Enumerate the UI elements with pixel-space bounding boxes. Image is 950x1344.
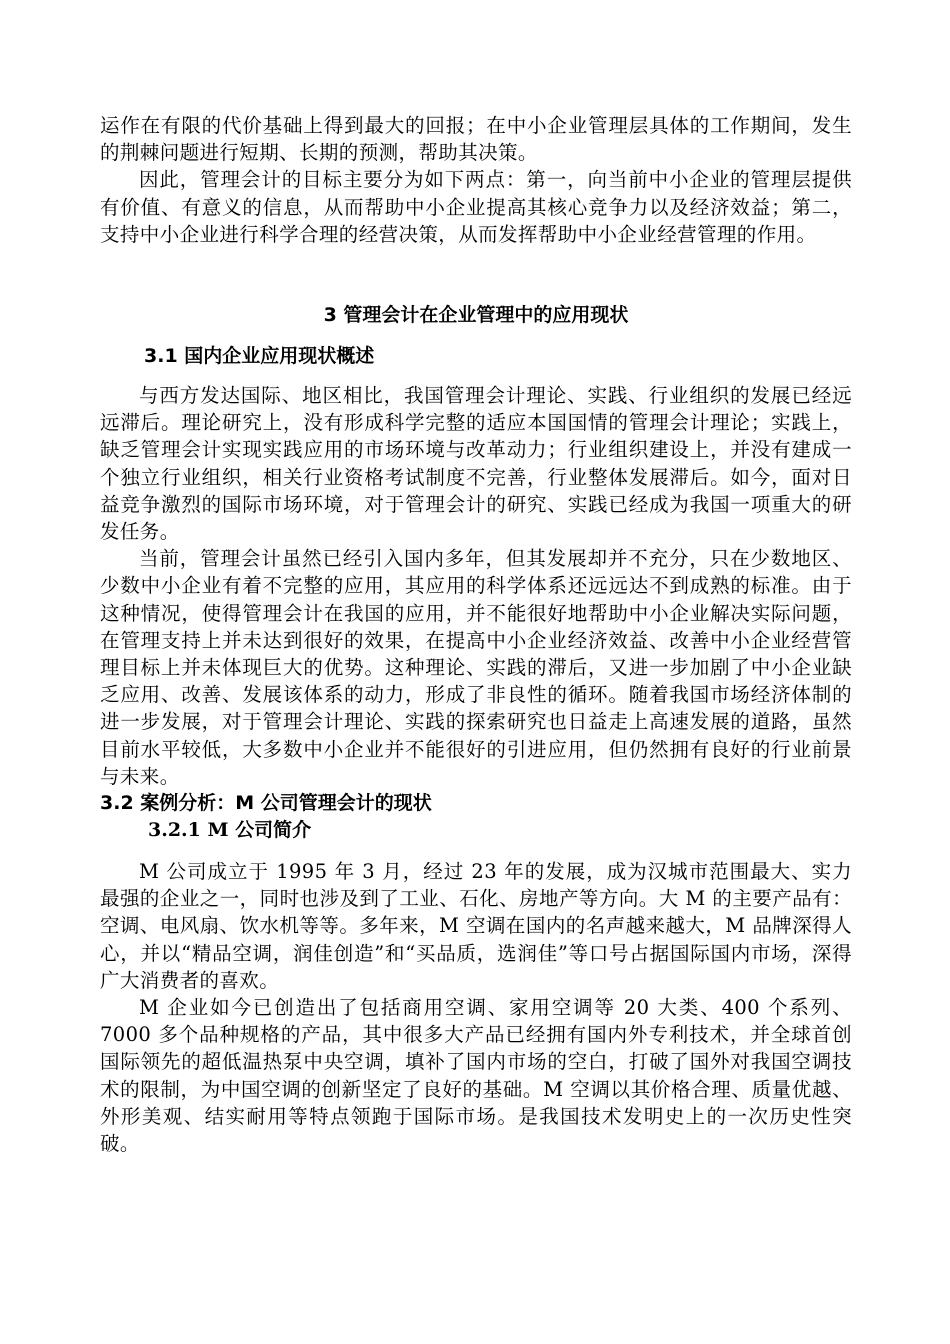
spacer: [100, 370, 852, 382]
section-3-2-heading: 3.2 案例分析：M 公司管理会计的现状: [100, 792, 432, 815]
paragraph-2: 因此，管理会计的目标主要分为如下两点：第一，向当前中小企业的管理层提供有价值、有意义的信息，从而帮助中小企业提高其核心竞争力以及经济效益；第二，支持中小企业进行科学合理的经营决策，从而发挥帮助中小企业经营管理的作用。: [100, 168, 852, 246]
document-page: [100, 112, 852, 1157]
spacer: [100, 329, 852, 343]
paragraph-4: 当前，管理会计虽然已经引入国内多年，但其发展却并不充分，只在少数地区、少数中小企业有着不完整的应用，其应用的科学体系还远远达不到成熟的标准。由于这种情况，使得管理会计在我国的应用，并不能很好地帮助中小企业解决实际问题，在管理支持上并未达到很好的效果，在提高中小企业经济效益、改善中小企业经营管理目标上并未体现巨大的优势。这种理论、实践的滞后，又进一步加剧了中小企业缺乏应用、改善、发展该体系的动力，形成了非良性的循环。随着我国市场经济体制的进一步发展，对于管理会计理论、实践的探索研究也日益走上高速发展的道路，虽然目前水平较低，大多数中小企业并不能很好的引进应用，但仍然拥有良好的行业前景与未来。: [100, 547, 852, 788]
paragraph-1: 运作在有限的代价基础上得到最大的回报；在中小企业管理层具体的工作期间，发生的荆棘问题进行短期、长期的预测，帮助其决策。: [100, 114, 852, 165]
paragraph-5: M 公司成立于 1995 年 3 月，经过 23 年的发展，成为汉城市范围最大、实力最强的企业之一，同时也涉及到了工业、石化、房地产等方向。大 M 的主要产品有：空调、电风扇、饮水机等等。多年来，M 空调在国内的名声越来越大，M 品牌深得人心，并以“精品空调，润佳创造”和“买品质，选润佳”等口号占据国际国内市场，深得广大消费者的喜欢。: [100, 860, 852, 992]
spacer: [100, 844, 852, 858]
paragraph-6: M 企业如今已创造出了包括商用空调、家用空调等 20 大类、400 个系列、7000 多个品种规格的产品，其中很多大产品已经拥有国内外专利技术，并全球首创国际领先的超低温热泵中央空调，填补了国内市场的空白，打破了国外对我国空调技术的限制，为中国空调的创新坚定了良好的基础。M 空调以其价格合理、质量优越、外形美观、结实耐用等特点领跑于国际市场。是我国技术发明史上的一次历史性突破。: [100, 996, 852, 1156]
spacer: [100, 248, 852, 302]
section-3-1-heading: 3.1 国内企业应用现状概述: [144, 345, 375, 368]
section-3-2-1-heading: 3.2.1 M 公司简介: [148, 819, 312, 842]
paragraph-3: 与西方发达国际、地区相比，我国管理会计理论、实践、行业组织的发展已经远远滞后。理论研究上，没有形成科学完整的适应本国国情的管理会计理论；实践上，缺乏管理会计实现实践应用的市场环境与改革动力；行业组织建设上，并没有建成一个独立行业组织，相关行业资格考试制度不完善，行业整体发展滞后。如今，面对日益竞争激烈的国际市场环境，对于管理会计的研究、实践已经成为我国一项重大的研发任务。: [100, 384, 852, 544]
section-3-heading: 3 管理会计在企业管理中的应用现状: [323, 304, 629, 327]
